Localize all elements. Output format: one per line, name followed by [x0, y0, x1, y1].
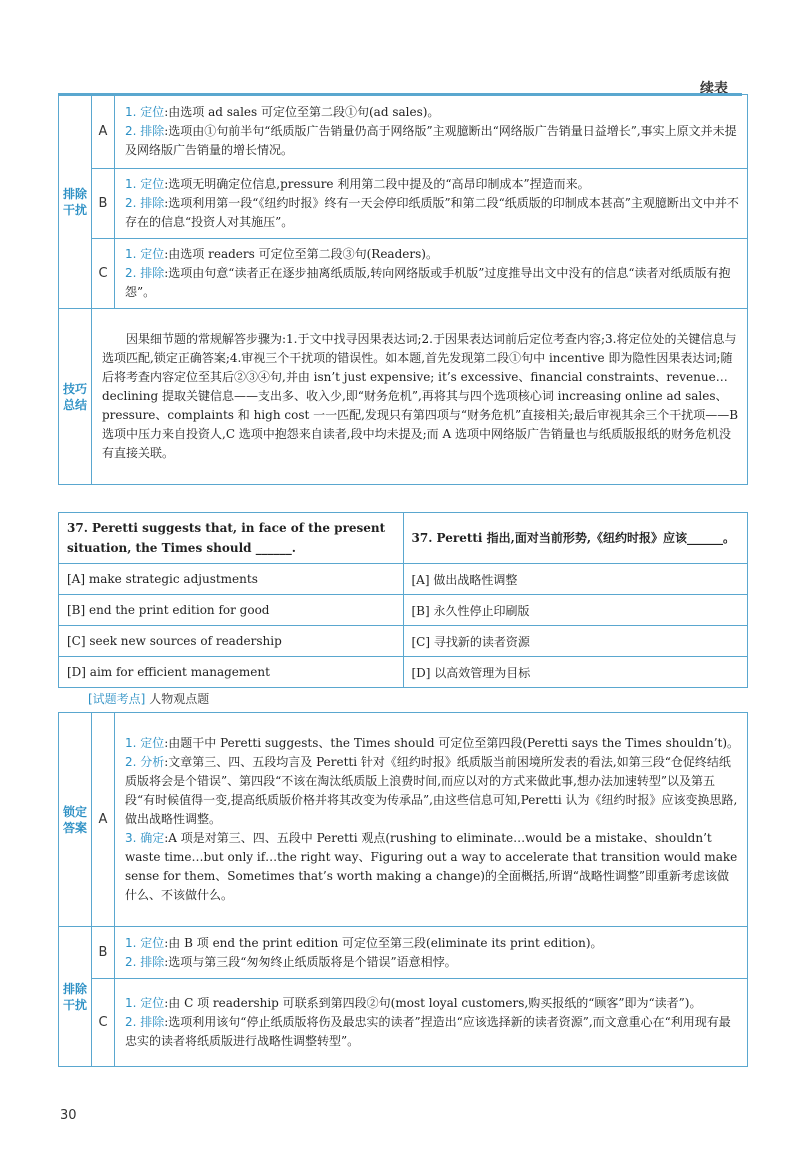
option-zh: [D] 以高效管理为目标 — [403, 657, 748, 688]
answer-analysis — [115, 713, 748, 927]
tip-summary — [92, 309, 748, 485]
step-tag: 1. 定位 — [125, 736, 165, 750]
step-tag: 2. 排除 — [125, 266, 165, 280]
step-tag: 2. 排除 — [125, 196, 165, 210]
test-point-text: 人物观点题 — [149, 692, 210, 706]
page-number: 30 — [60, 1108, 77, 1123]
exclude-label-1: 排除干扰 — [59, 95, 92, 309]
step-text: :由 B 项 end the print edition 可定位至第三段(eliminate its print edition)。 — [164, 935, 603, 950]
tip-text: 因果细节题的常规解答步骤为:1.于文中找寻因果表达词;2.于因果表达词前后定位考查内容;3.将定位处的关键信息与选项匹配,锁定正确答案;4.审视三个干扰项的错误性。如本题,首先发现第二段①句中 incentive 即为隐性因果表达词;随后将考查内容定位至其后②③④句,并由 isn’t just expensive; it’s excessive、financial constraints、revenue…declining 提取关键信息——支出多、收入少,即“财务危机”,再将其与四个选项核心词 increasing online ad sales、pressure、complaints 和 high cost 一一匹配,发现只有第四项与“财务危机”直接相关;最后审视其余三个干扰项——B 选项中压力来自投资人,C 选项中抱怨来自读者,段中均未提及;而 A 选项中网络版广告销量也与纸质版报纸的财务危机没有直接关联。 — [102, 332, 739, 460]
step-text: :A 项是对第三、四、五段中 Peretti 观点(rushing to eliminate…would be a mistake、shouldn’t waste time…but only if…the right way、Figuring out a way to accelerate that transition would make sense for them、Sometimes that’s worth making a change)的全面概括,所谓“战略性调整”即重新考虑该做什么、不该做什么。 — [125, 831, 738, 902]
test-point — [88, 690, 209, 707]
step-tag: 2. 排除 — [125, 1015, 165, 1029]
option-letter: B — [92, 927, 115, 979]
step-text: :选项利用第一段“《纽约时报》终有一天会停印纸质版”和第二段“纸质版的印制成本甚高”主观臆断出文中并不存在的信息“投资人对其施压”。 — [125, 196, 739, 229]
step-tag: 1. 定位 — [125, 247, 165, 261]
answer-label: 锁定答案 — [59, 713, 92, 927]
option-en: [D] aim for efficient management — [59, 657, 404, 688]
option-en: [C] seek new sources of readership — [59, 626, 404, 657]
option-letter: C — [92, 239, 115, 309]
option-analysis — [115, 239, 748, 309]
step-text: :由选项 ad sales 可定位至第二段①句(ad sales)。 — [164, 105, 440, 119]
step-text: :由题干中 Peretti suggests、the Times should 可定位至第四段(Peretti says the Times shouldn’t)。 — [164, 736, 740, 750]
answer-table — [58, 712, 748, 1067]
continued-label: 续表 — [700, 81, 728, 97]
step-text: :由 C 项 readership 可联系到第四段②句(most loyal customers,购买报纸的“顾客”即为“读者”)。 — [164, 996, 702, 1010]
exclusion-table-1 — [58, 94, 748, 485]
option-letter: A — [92, 95, 115, 169]
step-tag: 1. 定位 — [125, 105, 165, 119]
option-zh: [B] 永久性停止印刷版 — [403, 595, 748, 626]
question-table — [58, 512, 748, 688]
step-text: :选项无明确定位信息,pressure 利用第二段中提及的“高昂印制成本”捏造而来。 — [164, 177, 590, 191]
option-en: [A] make strategic adjustments — [59, 564, 404, 595]
option-analysis — [115, 95, 748, 169]
step-tag: 3. 确定 — [125, 831, 165, 845]
option-zh: [C] 寻找新的读者资源 — [403, 626, 748, 657]
question-zh: 37. Peretti 指出,面对当前形势,《纽约时报》应该______。 — [403, 513, 748, 564]
step-text: :由选项 readers 可定位至第二段③句(Readers)。 — [164, 247, 438, 261]
step-tag: 2. 分析 — [125, 755, 165, 769]
step-tag: 1. 定位 — [125, 996, 165, 1010]
exclude-label-2: 排除干扰 — [59, 927, 92, 1067]
step-tag: 2. 排除 — [125, 124, 165, 138]
tip-label: 技巧总结 — [59, 309, 92, 485]
step-text: :选项由句意“读者正在逐步抽离纸质版,转向网络版或手机版”过度推导出文中没有的信息“读者对纸质版有抱怨”。 — [125, 266, 731, 299]
step-tag: 2. 排除 — [125, 954, 165, 969]
test-point-label: [试题考点] — [88, 692, 146, 706]
option-analysis — [115, 169, 748, 239]
answer-letter: A — [92, 713, 115, 927]
step-text: :选项由①句前半句“纸质版广告销量仍高于网络版”主观臆断出“网络版广告销量日益增长”,事实上原文并未提及网络版广告销量的增长情况。 — [125, 124, 737, 157]
option-letter: B — [92, 169, 115, 239]
step-text: :选项利用该句“停止纸质版将伤及最忠实的读者”捏造出“应该选择新的读者资源”,而文意重心在“利用现有最忠实的读者将纸质版进行战略性调整转型”。 — [125, 1015, 731, 1048]
option-analysis — [115, 927, 748, 979]
question-en: 37. Peretti suggests that, in face of the present situation, the Times should ______. — [59, 513, 404, 564]
step-text: :文章第三、四、五段均言及 Peretti 针对《纽约时报》纸质版当前困境所发表的看法,如第三段“仓促终结纸质版将会是个错误”、第四段“不该在淘汰纸质版上浪费时间,而应以对的方式来做此事,想办法加速转型”以及第五段“有时候值得一变,提高纸质版价格并将其改变为传承品”,由这些信息可知,Peretti 认为《纽约时报》应该变换思路,做出战略性调整。 — [125, 755, 738, 826]
option-en: [B] end the print edition for good — [59, 595, 404, 626]
step-tag: 1. 定位 — [125, 935, 165, 950]
option-letter: C — [92, 979, 115, 1067]
option-analysis — [115, 979, 748, 1067]
option-zh: [A] 做出战略性调整 — [403, 564, 748, 595]
step-text: :选项与第三段“匆匆终止纸质版将是个错误”语意相悖。 — [164, 954, 457, 969]
step-tag: 1. 定位 — [125, 177, 165, 191]
